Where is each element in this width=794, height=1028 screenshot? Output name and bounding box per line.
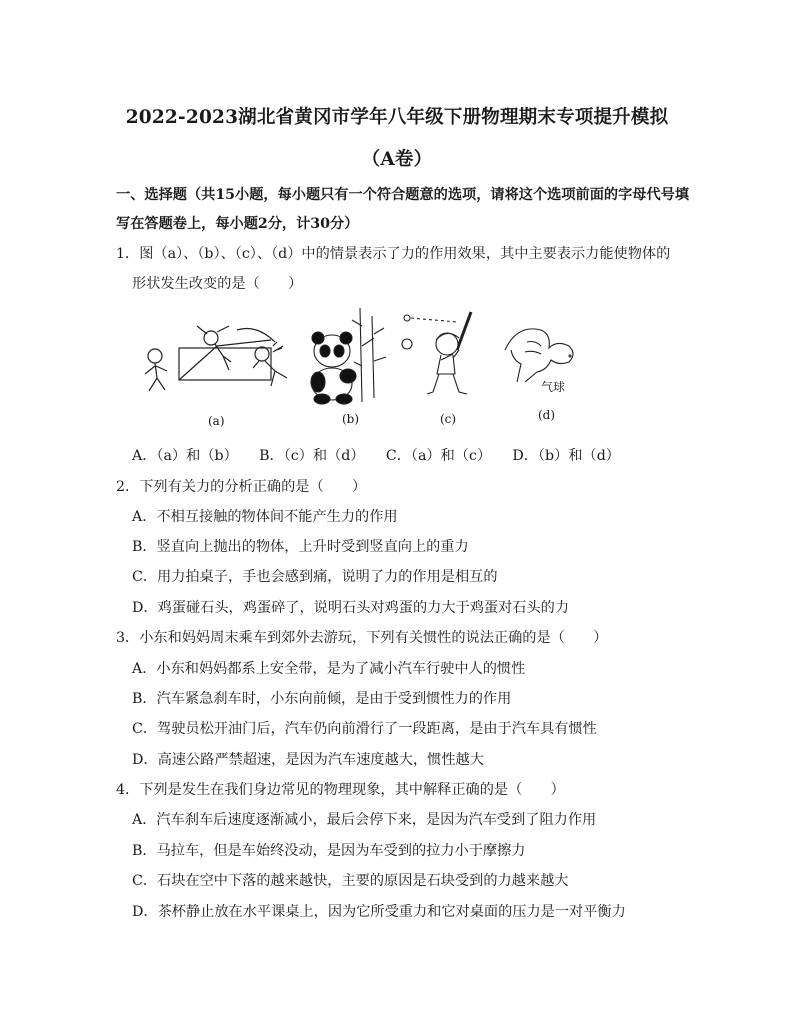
question-4-option-b: B．马拉车，但是车始终没动，是因为车受到的拉力小于摩擦力 bbox=[132, 843, 526, 859]
question-4-option-d: D．茶杯静止放在水平课桌上，因为它所受重力和它对桌面的压力是一对平衡力 bbox=[132, 904, 626, 920]
question-3-option-c: C．驾驶员松开油门后，汽车仍向前滑行了一段距离，是由于汽车具有惯性 bbox=[132, 721, 597, 737]
figure-b-caption: (b) bbox=[342, 412, 360, 426]
figure-c-baseball bbox=[397, 310, 487, 405]
exam-title: 2022-2023湖北省黄冈市学年八年级下册物理期末专项提升模拟 bbox=[125, 107, 669, 128]
exam-title-volume: （A卷） bbox=[361, 149, 433, 170]
figure-a-caption: (a) bbox=[208, 414, 225, 428]
question-2-stem: 2．下列有关力的分析正确的是（ ） bbox=[116, 479, 367, 495]
question-1-stem-cont: 形状发生改变的是（ ） bbox=[132, 276, 303, 292]
question-3-option-a: A．小东和妈妈都系上安全带，是为了减小汽车行驶中人的惯性 bbox=[132, 661, 526, 677]
question-2-option-b: B．竖直向上抛出的物体，上升时受到竖直向上的重力 bbox=[132, 539, 469, 555]
question-2-option-c: C．用力拍桌子，手也会感到痛，说明了力的作用是相互的 bbox=[132, 569, 498, 585]
question-1-options: A．（a）和（b） B．（c）和（d） C．（a）和（c） D．（b）和（d） bbox=[132, 448, 620, 464]
question-3-option-d: D．高速公路严禁超速，是因为汽车速度越大，惯性越大 bbox=[132, 752, 484, 768]
question-4-option-a: A．汽车刹车后速度逐渐减小，最后会停下来，是因为汽车受到了阻力作用 bbox=[132, 812, 597, 828]
question-4-option-c: C．石块在空中下落的越来越快，主要的原因是石块受到的力越来越大 bbox=[132, 873, 569, 889]
question-3-option-b: B．汽车紧急刹车时，小东向前倾，是由于受到惯性力的作用 bbox=[132, 691, 512, 707]
question-1-stem: 1．图（a）、（b）、（c）、（d）中的情景表示了力的作用效果，其中主要表示力能使物体的 bbox=[116, 246, 671, 262]
question-2-option-d: D．鸡蛋碰石头，鸡蛋碎了，说明石头对鸡蛋的力大于鸡蛋对石头的力 bbox=[132, 600, 570, 616]
section-header-cont: 写在答题卷上，每小题2分，计30分） bbox=[116, 216, 359, 232]
question-4-stem: 4．下列是发生在我们身边常见的物理现象，其中解释正确的是（ ） bbox=[116, 782, 565, 798]
figure-a-pushing-box bbox=[137, 316, 312, 411]
question-1-figures bbox=[137, 306, 597, 432]
question-3-stem: 3．小东和妈妈周末乘车到郊外去游玩，下列有关惯性的说法正确的是（ ） bbox=[116, 630, 608, 646]
question-2-option-a: A．不相互接触的物体间不能产生力的作用 bbox=[132, 509, 398, 525]
figure-d-caption: (d) bbox=[538, 408, 556, 422]
figure-b-panda bbox=[302, 306, 392, 406]
section-header: 一、选择题（共15小题，每小题只有一个符合题意的选项，请将这个选项前面的字母代号填 bbox=[116, 187, 690, 203]
figure-c-caption: (c) bbox=[440, 412, 457, 426]
figure-d-balloon-label: 气球 bbox=[541, 380, 566, 394]
